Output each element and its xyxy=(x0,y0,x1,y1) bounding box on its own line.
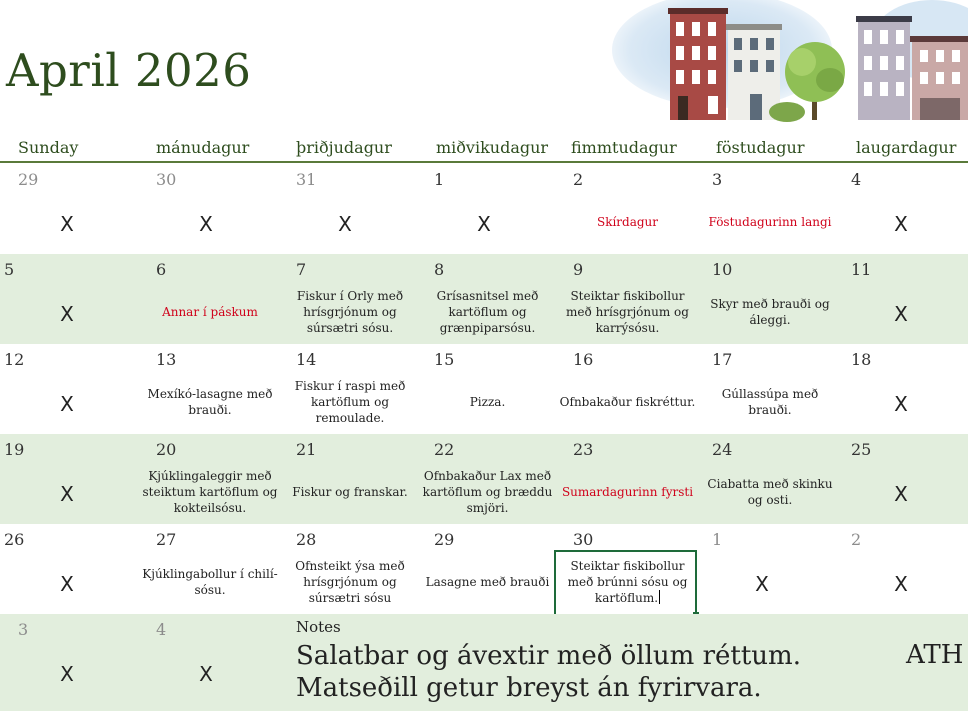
day-number: 26 xyxy=(4,530,25,549)
day-cell[interactable] xyxy=(420,254,555,344)
notes-line-1: Salatbar og ávextir með öllum réttum. xyxy=(296,641,801,671)
day-cell[interactable] xyxy=(280,164,420,254)
holiday-label: Föstudagurinn langi xyxy=(708,215,832,229)
day-cell[interactable] xyxy=(555,434,700,524)
day-number: 29 xyxy=(434,530,455,549)
weekday-label: miðvikudagur xyxy=(436,138,549,157)
weekday-label: þriðjudagur xyxy=(296,138,392,157)
day-number: 16 xyxy=(573,350,594,369)
day-cell[interactable] xyxy=(420,524,555,614)
day-cell[interactable] xyxy=(280,254,420,344)
day-cell[interactable] xyxy=(700,254,840,344)
no-lunch-mark: X xyxy=(60,302,74,326)
day-number: 20 xyxy=(156,440,177,459)
notes-text[interactable] xyxy=(296,640,968,704)
day-cell[interactable] xyxy=(700,164,840,254)
day-number: 23 xyxy=(573,440,594,459)
menu-item: Pizza. xyxy=(469,395,506,409)
no-lunch-mark: X xyxy=(60,212,74,236)
no-lunch-mark: X xyxy=(60,662,74,686)
day-cell[interactable] xyxy=(420,344,555,434)
day-cell[interactable] xyxy=(140,434,280,524)
day-cell[interactable] xyxy=(0,524,140,614)
day-number: 24 xyxy=(712,440,733,459)
day-cell[interactable] xyxy=(280,344,420,434)
day-number: 10 xyxy=(712,260,733,279)
day-number: 4 xyxy=(156,620,167,639)
day-number: 31 xyxy=(296,170,317,189)
day-cell[interactable] xyxy=(280,524,420,614)
week-row xyxy=(0,344,968,434)
no-lunch-mark: X xyxy=(894,392,908,416)
weekday-label: mánudagur xyxy=(156,138,250,157)
holiday-label: Annar í páskum xyxy=(162,305,258,319)
week-row xyxy=(0,524,968,614)
no-lunch-mark: X xyxy=(894,212,908,236)
day-cell[interactable] xyxy=(0,344,140,434)
no-lunch-mark: X xyxy=(894,482,908,506)
notes-ath: ATH xyxy=(906,640,964,670)
day-cell[interactable] xyxy=(140,524,280,614)
day-number: 5 xyxy=(4,260,15,279)
no-lunch-mark: X xyxy=(60,392,74,416)
day-cell[interactable] xyxy=(840,434,968,524)
day-number: 3 xyxy=(712,170,723,189)
menu-item: Fiskur í raspi með kartöflum og remoulade. xyxy=(294,379,406,425)
menu-item: Fiskur og franskar. xyxy=(292,485,408,499)
weekday-label: fimmtudagur xyxy=(571,138,677,157)
day-number: 30 xyxy=(573,530,594,549)
menu-item: Gúllassúpa með brauði. xyxy=(721,387,819,417)
day-cell[interactable] xyxy=(140,164,280,254)
day-number: 13 xyxy=(156,350,177,369)
day-number: 4 xyxy=(851,170,862,189)
day-cell[interactable] xyxy=(700,524,840,614)
day-number: 25 xyxy=(851,440,872,459)
day-cell[interactable] xyxy=(0,614,140,704)
day-cell[interactable] xyxy=(555,524,700,614)
day-number: 12 xyxy=(4,350,25,369)
day-cell[interactable] xyxy=(140,254,280,344)
day-number: 30 xyxy=(156,170,177,189)
day-number: 1 xyxy=(712,530,723,549)
day-cell[interactable] xyxy=(840,524,968,614)
menu-item: Kjúklingabollur í chilí-sósu. xyxy=(142,567,278,597)
menu-item: Ofnbakaður fiskréttur. xyxy=(559,395,696,409)
menu-item: Mexíkó-lasagne með brauði. xyxy=(147,387,273,417)
weekday-label: Sunday xyxy=(18,138,79,157)
week-row xyxy=(0,164,968,254)
day-cell[interactable] xyxy=(140,344,280,434)
day-cell[interactable] xyxy=(840,344,968,434)
no-lunch-mark: X xyxy=(894,572,908,596)
day-number: 2 xyxy=(851,530,862,549)
menu-item: Ciabatta með skinku og osti. xyxy=(707,477,833,507)
day-number: 2 xyxy=(573,170,584,189)
menu-item: Fiskur í Orly með hrísgrjónum og súrsætri sósu. xyxy=(296,289,404,335)
header-divider xyxy=(0,161,968,163)
no-lunch-mark: X xyxy=(755,572,769,596)
day-cell[interactable] xyxy=(420,164,555,254)
holiday-label: Skírdagur xyxy=(596,215,659,229)
day-number: 29 xyxy=(18,170,39,189)
menu-item: Ofnsteikt ýsa með hrísgrjónum og súrsætri sósu xyxy=(295,559,405,605)
weekday-label: föstudagur xyxy=(716,138,805,157)
no-lunch-mark: X xyxy=(338,212,352,236)
day-cell[interactable] xyxy=(555,164,700,254)
day-number: 19 xyxy=(4,440,25,459)
menu-item: Kjúklingaleggir með steiktum kartöflum og kokteilsósu. xyxy=(142,469,278,515)
menu-item: Steiktar fiskibollur með brúnni sósu og kartöflum. xyxy=(567,559,688,605)
day-number: 3 xyxy=(18,620,29,639)
notes-line-2: Matseðill getur breyst án fyrirvara. xyxy=(296,673,762,703)
menu-item: Skyr með brauði og áleggi. xyxy=(710,297,830,327)
day-number: 7 xyxy=(296,260,307,279)
day-number: 8 xyxy=(434,260,445,279)
day-cell[interactable] xyxy=(700,434,840,524)
day-number: 18 xyxy=(851,350,872,369)
no-lunch-mark: X xyxy=(477,212,491,236)
no-lunch-mark: X xyxy=(199,212,213,236)
day-cell[interactable] xyxy=(0,434,140,524)
townhouse-banner-image xyxy=(612,0,968,124)
day-number: 28 xyxy=(296,530,317,549)
day-number: 14 xyxy=(296,350,317,369)
no-lunch-mark: X xyxy=(60,482,74,506)
day-cell[interactable] xyxy=(140,614,280,704)
weekday-label: laugardagur xyxy=(856,138,957,157)
no-lunch-mark: X xyxy=(60,572,74,596)
notes-label: Notes xyxy=(296,618,341,636)
day-number: 15 xyxy=(434,350,455,369)
day-cell[interactable] xyxy=(840,164,968,254)
day-cell[interactable] xyxy=(700,344,840,434)
week-row xyxy=(0,254,968,344)
no-lunch-mark: X xyxy=(199,662,213,686)
no-lunch-mark: X xyxy=(894,302,908,326)
holiday-label: Sumardagurinn fyrsti xyxy=(561,485,694,499)
day-cell[interactable] xyxy=(280,434,420,524)
day-number: 6 xyxy=(156,260,167,279)
day-cell[interactable] xyxy=(840,254,968,344)
menu-item: Ofnbakaður Lax með kartöflum og bræddu smjöri. xyxy=(422,469,553,515)
day-cell[interactable] xyxy=(555,254,700,344)
day-cell[interactable] xyxy=(420,434,555,524)
menu-item: Grísasnitsel með kartöflum og grænpiparsósu. xyxy=(436,289,539,335)
day-number: 22 xyxy=(434,440,455,459)
day-cell[interactable] xyxy=(555,344,700,434)
day-number: 21 xyxy=(296,440,317,459)
menu-item: Lasagne með brauði xyxy=(425,575,550,589)
day-number: 1 xyxy=(434,170,445,189)
day-number: 27 xyxy=(156,530,177,549)
menu-item: Steiktar fiskibollur með hrísgrjónum og karrýsósu. xyxy=(566,289,689,335)
day-number: 9 xyxy=(573,260,584,279)
day-number: 11 xyxy=(851,260,872,279)
day-cell[interactable] xyxy=(0,254,140,344)
calendar-title: April 2026 xyxy=(6,44,252,97)
day-cell[interactable] xyxy=(0,164,140,254)
day-number: 17 xyxy=(712,350,733,369)
week-row xyxy=(0,434,968,524)
selected-cell-outline[interactable] xyxy=(554,550,697,616)
